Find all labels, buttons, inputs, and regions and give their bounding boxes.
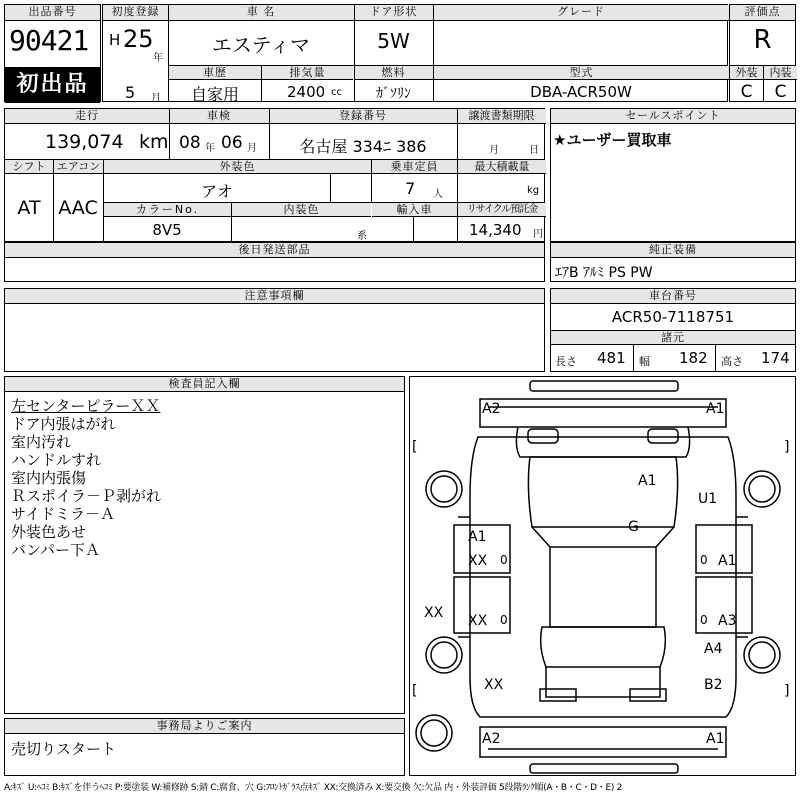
mark-left-rocker: XX bbox=[484, 677, 504, 693]
mark-rear-left: A2 bbox=[482, 731, 501, 747]
vehicle-info-table bbox=[4, 108, 545, 242]
legend: A:ｷｽﾞ U:ﾍｺﾐ B:ｷｽﾞを伴うﾍｺﾐ P:要塗装 W:補修跡 S:錆 C:腐食、穴 G:ﾌﾛﾝﾄｶﾞﾗｽ点ｷｽﾞ XX:交換済み X:要交換 欠:欠品 内・外装評価 5段階ﾗﾝｸ順(A・B・C・D・E) 2 bbox=[4, 783, 623, 793]
mark-rear-right: B2 bbox=[704, 677, 723, 693]
interior-grade: C bbox=[774, 82, 787, 102]
capacity-label: 乗車定員 bbox=[372, 160, 457, 174]
office-notes-label: 事務局よりご案内 bbox=[5, 719, 404, 734]
header-grid bbox=[102, 4, 728, 102]
transfer-month-unit: 月 bbox=[489, 145, 499, 156]
car-history: 自家用 bbox=[190, 85, 239, 104]
length: 481 bbox=[597, 349, 626, 367]
inspector-note: ドア内張はがれ bbox=[11, 415, 116, 433]
inspection-month-unit: 月 bbox=[247, 143, 257, 154]
sales-point-label: セールスポイント bbox=[551, 109, 795, 124]
mark-left-rear-door: XX bbox=[468, 613, 488, 629]
fuel: ｶﾞｿﾘﾝ bbox=[376, 86, 411, 102]
transfer-day-unit: 日 bbox=[529, 145, 539, 156]
mark-right-fender: U1 bbox=[698, 491, 718, 507]
displacement-label: 排気量 bbox=[262, 66, 353, 80]
mark-right-front-door: A1 bbox=[718, 553, 737, 569]
mark-bracket-open: [ bbox=[412, 683, 418, 699]
model-label: 型式 bbox=[434, 66, 729, 80]
later-parts-label: 後日発送部品 bbox=[5, 243, 544, 258]
mark-bracket-close: ] bbox=[784, 683, 790, 699]
door-type: 5W bbox=[377, 29, 410, 53]
height: 174 bbox=[761, 349, 790, 367]
inspector-note: Ｒスポイラ－Ｐ剥がれ bbox=[11, 487, 162, 505]
car-diagram-box bbox=[409, 376, 796, 776]
width-label: 幅 bbox=[639, 355, 650, 368]
score-label: 評価点 bbox=[730, 5, 795, 21]
mark-left-quarter: XX bbox=[424, 605, 444, 621]
inspection-label: 車検 bbox=[169, 109, 269, 124]
mark-right-quarter: A4 bbox=[704, 641, 723, 657]
chassis-label: 車台番号 bbox=[551, 289, 795, 304]
lot-number-cell bbox=[4, 4, 101, 102]
lot-number: 90421 bbox=[9, 24, 89, 57]
office-notes-box bbox=[4, 718, 405, 776]
inspector-note: ハンドルすれ bbox=[11, 451, 102, 469]
sales-point-box bbox=[550, 108, 796, 242]
recycle-label: リサイクル預託金 bbox=[458, 203, 546, 217]
registration-number: 名古屋 334ﾆ 386 bbox=[299, 137, 427, 156]
exterior-color-label: 外装色 bbox=[104, 160, 371, 174]
length-label: 長さ bbox=[555, 355, 577, 368]
chassis-number: ACR50-7118751 bbox=[611, 308, 735, 326]
mileage-unit: km bbox=[139, 131, 169, 153]
width: 182 bbox=[679, 349, 708, 367]
max-load-label: 最大積載量 bbox=[458, 160, 546, 174]
mark-hood: A1 bbox=[638, 473, 657, 489]
genuine-equipment-label: 純正装備 bbox=[551, 243, 795, 258]
capacity: 7 bbox=[405, 179, 416, 198]
interior-color-unit: 系 bbox=[357, 231, 367, 242]
first-reg-year-unit: 年 bbox=[153, 53, 163, 64]
mark-left-front-door: A1 bbox=[468, 529, 487, 545]
exterior-color: アオ bbox=[201, 182, 233, 201]
inspection-year-unit: 年 bbox=[205, 143, 215, 154]
cautions-box bbox=[4, 288, 545, 372]
capacity-unit: 人 bbox=[433, 189, 443, 200]
exterior-grade-label: 外装 bbox=[730, 66, 763, 80]
first-listing-badge: 初出品 bbox=[5, 67, 100, 103]
color-no-label: カラーNo. bbox=[104, 203, 231, 217]
genuine-equipment-box bbox=[550, 242, 796, 282]
inspection-month: 06 bbox=[221, 133, 243, 153]
grade-label: グレード bbox=[433, 5, 729, 21]
mark-right-rear-door: A3 bbox=[718, 613, 737, 629]
shift: AT bbox=[17, 197, 41, 219]
displacement-unit: cc bbox=[331, 87, 342, 98]
height-label: 高さ bbox=[721, 355, 743, 368]
inspector-notes-label: 検査員記入欄 bbox=[5, 377, 404, 392]
interior-color-label: 内装色 bbox=[232, 203, 371, 217]
aircon-label: エアコン bbox=[54, 160, 103, 174]
first-reg-era: H bbox=[109, 31, 121, 49]
mark-zero: 0 bbox=[500, 613, 508, 627]
mark-bracket-open: [ bbox=[412, 439, 418, 455]
shift-label: シフト bbox=[5, 160, 53, 174]
mark-front-right: A1 bbox=[706, 401, 725, 417]
mark-front-left: A2 bbox=[482, 401, 501, 417]
mark-left-pillar: XX bbox=[468, 553, 488, 569]
mark-bracket-close: ] bbox=[784, 439, 790, 455]
lot-number-label: 出品番号 bbox=[5, 5, 100, 21]
fuel-label: 燃料 bbox=[354, 66, 433, 80]
inspector-notes-box bbox=[4, 376, 405, 714]
score: R bbox=[753, 25, 772, 55]
mark-zero: 0 bbox=[700, 553, 708, 567]
inspector-note: 外装色あせ bbox=[11, 523, 87, 541]
first-reg-label: 初度登録 bbox=[103, 5, 168, 21]
cautions-label: 注意事項欄 bbox=[5, 289, 544, 304]
inspection-year: 08 bbox=[179, 133, 201, 153]
score-cell bbox=[729, 4, 796, 102]
dimensions-label: 諸元 bbox=[551, 331, 795, 345]
sales-point: ★ユーザー買取車 bbox=[553, 131, 672, 149]
inspector-note: バンパー下Ａ bbox=[11, 541, 100, 559]
inspector-note: 左センターピラーＸＸ bbox=[11, 397, 161, 415]
inspector-notes-list bbox=[11, 397, 161, 559]
inspector-note: サイドミラ－Ａ bbox=[11, 505, 115, 523]
first-reg-month: 5 bbox=[125, 83, 136, 102]
exterior-grade: C bbox=[740, 82, 753, 102]
car-history-label: 車歴 bbox=[169, 66, 261, 80]
mark-zero: 0 bbox=[700, 613, 708, 627]
color-no: 8V5 bbox=[152, 221, 182, 239]
first-reg-year: 25 bbox=[123, 25, 154, 53]
header-table bbox=[4, 4, 796, 102]
interior-grade-label: 内装 bbox=[764, 66, 797, 80]
car-name-label: 車 名 bbox=[168, 5, 354, 21]
office-notes: 売切りスタート bbox=[11, 740, 117, 758]
car-name: エスティマ bbox=[212, 33, 310, 57]
max-load-unit: kg bbox=[527, 185, 540, 196]
first-reg-month-unit: 月 bbox=[151, 93, 161, 104]
chassis-box bbox=[550, 288, 796, 372]
transfer-deadline-label: 譲渡書類期限 bbox=[457, 109, 546, 124]
door-type-label: ドア形状 bbox=[354, 5, 433, 21]
mileage: 139,074 bbox=[45, 131, 124, 153]
registration-label: 登録番号 bbox=[269, 109, 457, 124]
mark-windshield: G bbox=[628, 519, 639, 535]
import-label: 輸入車 bbox=[372, 203, 457, 217]
model: DBA-ACR50W bbox=[530, 83, 632, 101]
inspector-note: 室内内張傷 bbox=[11, 469, 87, 487]
displacement: 2400 bbox=[287, 83, 326, 101]
mileage-label: 走行 bbox=[5, 109, 169, 124]
inspector-note: 室内汚れ bbox=[11, 433, 72, 451]
genuine-equipment: ｴｱB ｱﾙﾐ PS PW bbox=[555, 265, 653, 281]
mark-zero: 0 bbox=[500, 553, 508, 567]
recycle-fee: 14,340 bbox=[469, 221, 522, 239]
aircon: AAC bbox=[58, 197, 98, 219]
car-diagram bbox=[410, 377, 797, 777]
recycle-unit: 円 bbox=[533, 229, 543, 240]
later-parts-box bbox=[4, 242, 545, 282]
mark-rear-right-bumper: A1 bbox=[706, 731, 725, 747]
